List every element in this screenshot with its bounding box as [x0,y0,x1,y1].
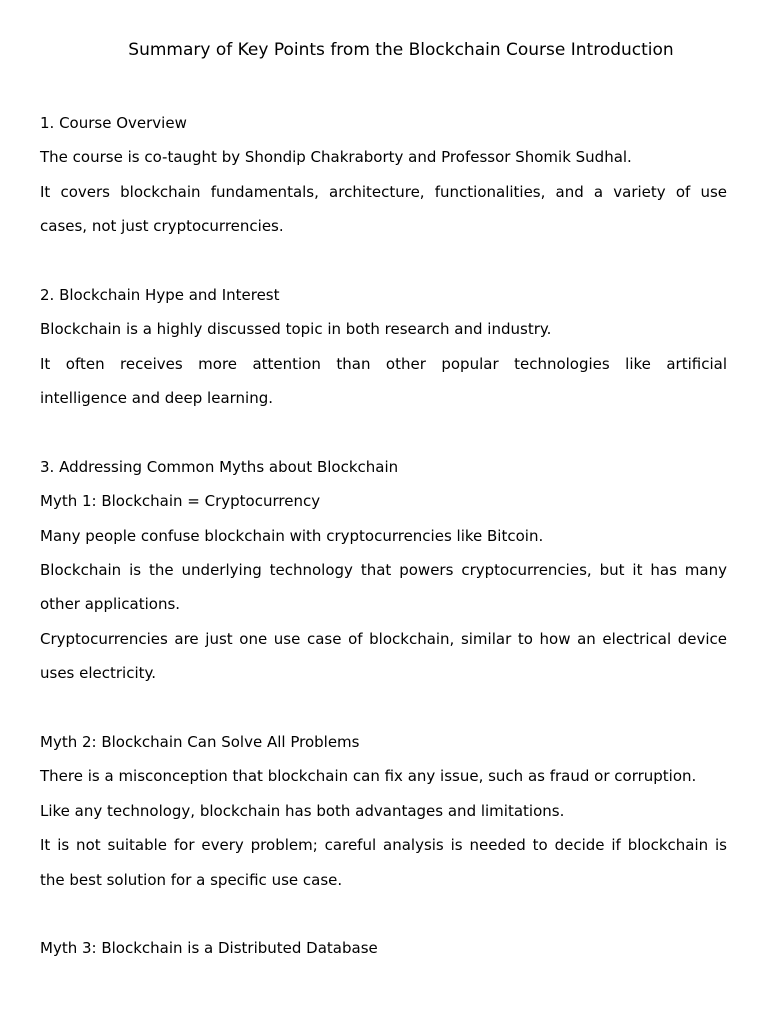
section-heading-hype: 2. Blockchain Hype and Interest [40,285,280,304]
paragraph-line: cases, not just cryptocurrencies. [40,217,284,236]
section-heading-myths: 3. Addressing Common Myths about Blockchain [40,457,399,476]
paragraph-line: other applications. [40,595,181,614]
document-body [40,106,727,966]
paragraph: Many people confuse blockchain with cryptocurrencies like Bitcoin. [40,526,544,545]
spacer [40,691,727,725]
paragraph: There is a misconception that blockchain can fix any issue, such as fraud or corruption. [40,767,697,786]
myth-heading: Myth 1: Blockchain = Cryptocurrency [40,492,321,511]
paragraph-line: It often receives more attention than other popular technologies like artificial [40,354,727,373]
spacer [40,416,727,450]
paragraph-line: Cryptocurrencies are just one use case of blockchain, similar to how an electrical device [40,629,727,648]
paragraph-line: intelligence and deep learning. [40,389,274,408]
myth-heading: Myth 2: Blockchain Can Solve All Problems [40,733,360,752]
paragraph-line: Blockchain is the underlying technology that powers cryptocurrencies, but it has many [40,561,727,580]
paragraph-line: the best solution for a specific use case. [40,870,343,889]
spacer [40,897,727,931]
document-title: Summary of Key Points from the Blockchain Course Introduction [128,40,674,60]
myth-heading: Myth 3: Blockchain is a Distributed Database [40,939,378,958]
spacer [40,244,727,278]
paragraph: Blockchain is a highly discussed topic in both research and industry. [40,320,552,339]
paragraph-line: It covers blockchain fundamentals, architecture, functionalities, and a variety of use [40,182,727,201]
paragraph-line: uses electricity. [40,664,157,683]
paragraph: Like any technology, blockchain has both advantages and limitations. [40,801,565,820]
paragraph-line: It is not suitable for every problem; careful analysis is needed to decide if blockchain is [40,836,727,855]
section-heading-course-overview: 1. Course Overview [40,114,187,132]
paragraph: The course is co-taught by Shondip Chakraborty and Professor Shomik Sudhal. [40,148,632,167]
